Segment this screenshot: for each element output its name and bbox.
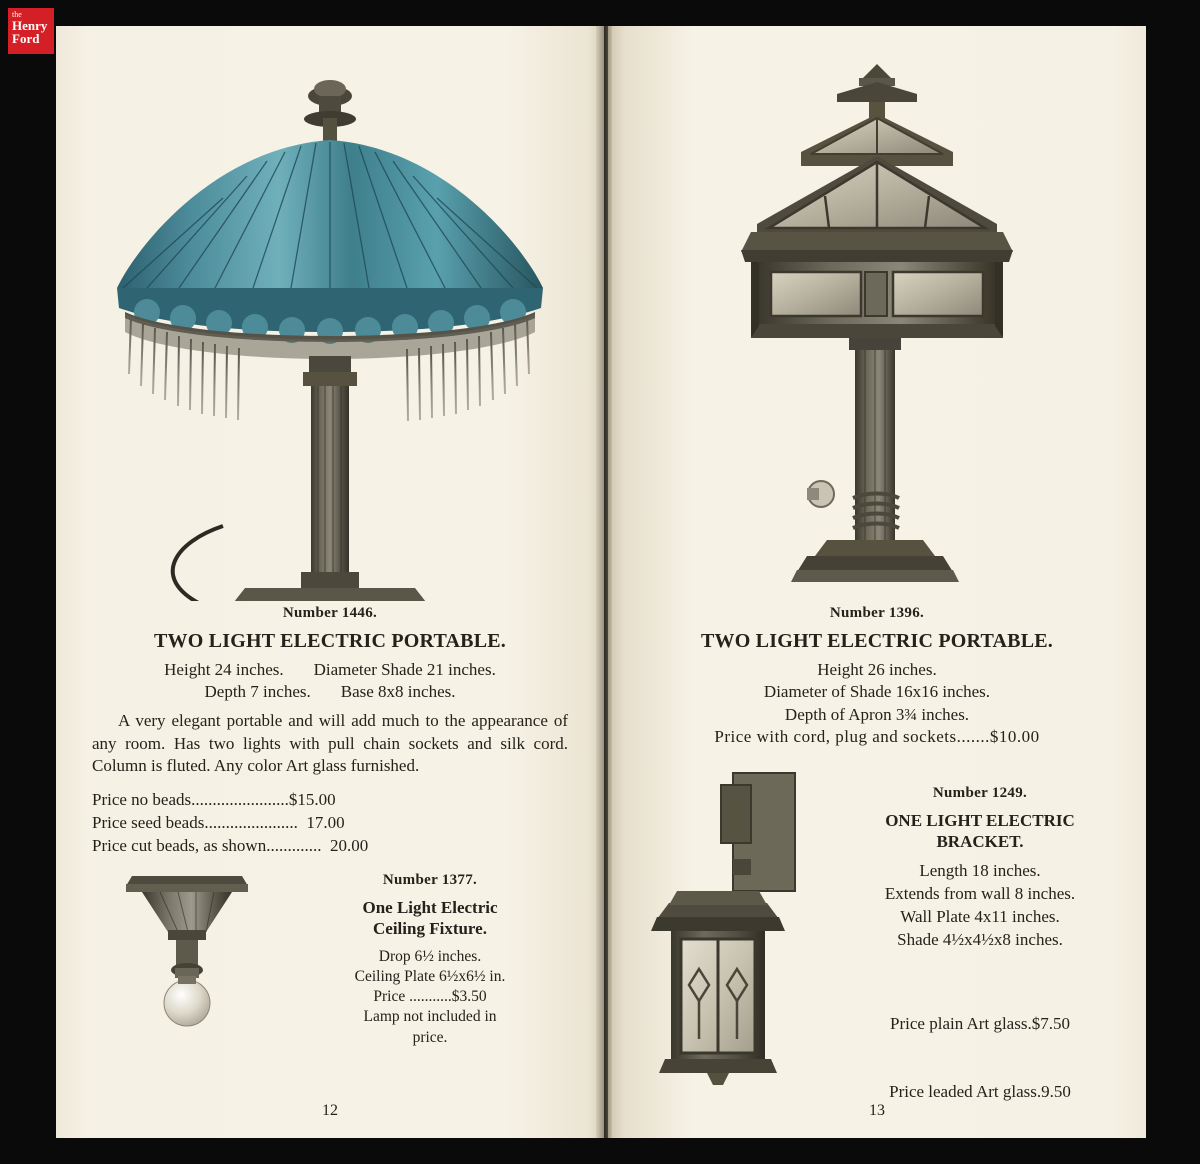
right-item2-specs [850,860,1110,951]
right-item2-length: Length 18 inches. [919,861,1041,881]
right-item2-title [850,810,1110,853]
price-seed-beads: Price seed beads...................... 17.00 [92,813,345,833]
two-light-electric-portable-lamp-1446-illustration [95,56,565,601]
right-item2-wall-plate: Wall Plate 4x11 inches. [900,906,1060,926]
right-item2-price-leaded: Price leaded Art glass.9.50 [889,1082,1071,1102]
left-spec-depth: Depth 7 inches. [204,682,311,702]
right-item2-extends: Extends from wall 8 inches. [884,884,1076,904]
book-spread [56,26,1146,1138]
right-item-apron-depth: Depth of Apron 3¾ inches. [784,704,970,724]
right-item2-title-line1: ONE LIGHT ELECTRIC [885,810,1075,830]
left-item2-title-line1: One Light Electric [362,897,498,917]
left-page [56,26,604,1138]
left-item-spec-row-2 [92,681,568,703]
left-item2-ceiling-plate: Ceiling Plate 6½x6½ in. [354,968,506,986]
left-item-price-list [92,788,568,857]
watermark-line-ford: Ford [12,31,40,47]
figure-caption-1396: Number 1396. [829,605,925,621]
two-light-electric-portable-lamp-1396-illustration [667,56,1087,601]
left-item2-title [292,897,568,940]
left-item-title: TWO LIGHT ELECTRIC PORTABLE. [153,630,507,652]
left-secondary-item [92,868,568,1048]
henry-ford-watermark-logo [8,8,54,54]
one-light-electric-bracket-1249-illustration [647,763,842,1093]
right-item-title: TWO LIGHT ELECTRIC PORTABLE. [700,630,1054,652]
left-item-spec-row-1 [92,659,568,681]
right-item-height: Height 26 inches. [817,660,937,679]
left-item2-specs [292,947,568,1048]
left-page-number: 12 [322,1102,338,1119]
right-item2-shade: Shade 4½x4½x8 inches. [897,929,1063,949]
figure-caption-1446: Number 1446. [282,605,378,621]
left-item2-title-line2: Ceiling Fixture. [373,918,487,938]
left-item2-drop: Drop 6½ inches. [378,948,482,965]
left-item-description: A very elegant portable and will add much to the appearance of any room. Has two lights with pull chain sockets and silk cord. Column is fluted. Any color Art glass furnished. [92,710,568,776]
right-item-shade-diameter: Diameter of Shade 16x16 inches. [763,682,991,702]
figure-caption-1249: Number 1249. [932,784,1028,801]
figure-caption-1377: Number 1377. [382,871,478,888]
left-item2-note-line2: price. [412,1028,448,1046]
left-item2-note-line1: Lamp not included in [363,1008,497,1026]
right-page [608,26,1146,1138]
one-light-electric-ceiling-fixture-1377-illustration [102,868,272,1043]
right-item2-title-line2: BRACKET. [936,832,1024,851]
right-page-number: 13 [869,1102,885,1119]
price-no-beads: Price no beads.......................$15.00 [92,790,336,810]
book-gutter [596,26,612,1138]
right-item-price: Price with cord, plug and sockets.......$10.00 [714,727,1040,747]
right-secondary-item [644,763,1110,1150]
right-item2-price-plain: Price plain Art glass.$7.50 [890,1013,1070,1033]
left-spec-shade-diameter: Diameter Shade 21 inches. [313,660,496,679]
left-spec-height: Height 24 inches. [164,660,284,679]
watermark-line-the: the [12,10,22,19]
price-cut-beads: Price cut beads, as shown............. 20.00 [92,836,369,856]
right-item2-prices [850,967,1110,1149]
left-item2-price: Price ...........$3.50 [373,988,487,1006]
left-spec-base: Base 8x8 inches. [340,682,456,702]
watermark-line-henry: Henry [12,18,48,34]
